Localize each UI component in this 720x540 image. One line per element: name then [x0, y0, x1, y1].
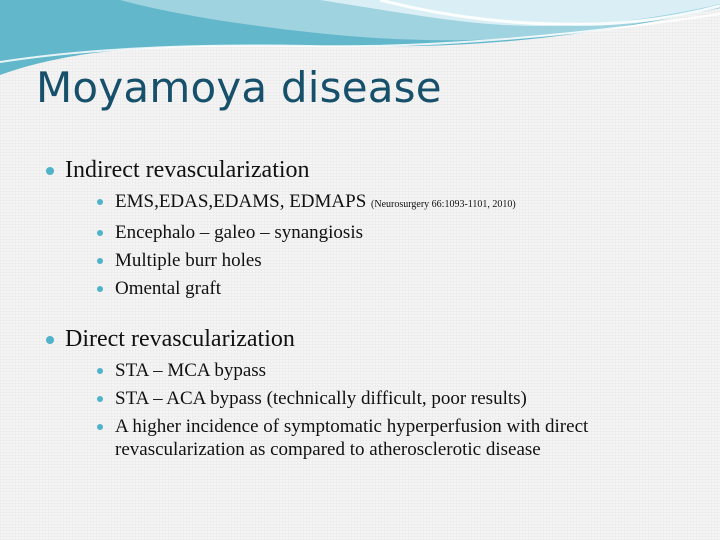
section-heading-indirect: Indirect revascularization	[44, 155, 684, 185]
list-item: Multiple burr holes	[94, 249, 684, 272]
section-indirect	[44, 155, 684, 300]
list-item: A higher incidence of symptomatic hyperperfusion with direct revascularization as compared to atherosclerotic disease	[94, 415, 684, 461]
list-item-text: EMS,EDAS,EDAMS, EDMAPS	[115, 191, 367, 212]
list-item: STA – ACA bypass (technically difficult, poor results)	[94, 387, 684, 410]
section-heading-direct: Direct revascularization	[44, 324, 684, 354]
list-item: Encephalo – galeo – synangiosis	[94, 221, 684, 244]
list-item: STA – MCA bypass	[94, 359, 684, 382]
list-item: Omental graft	[94, 277, 684, 300]
section-direct	[44, 324, 684, 461]
slide-body	[44, 155, 684, 485]
list-item	[94, 190, 684, 216]
slide-title: Moyamoya disease	[36, 63, 442, 112]
citation-reference: (Neurosurgery 66:1093-1101, 2010)	[371, 199, 516, 210]
